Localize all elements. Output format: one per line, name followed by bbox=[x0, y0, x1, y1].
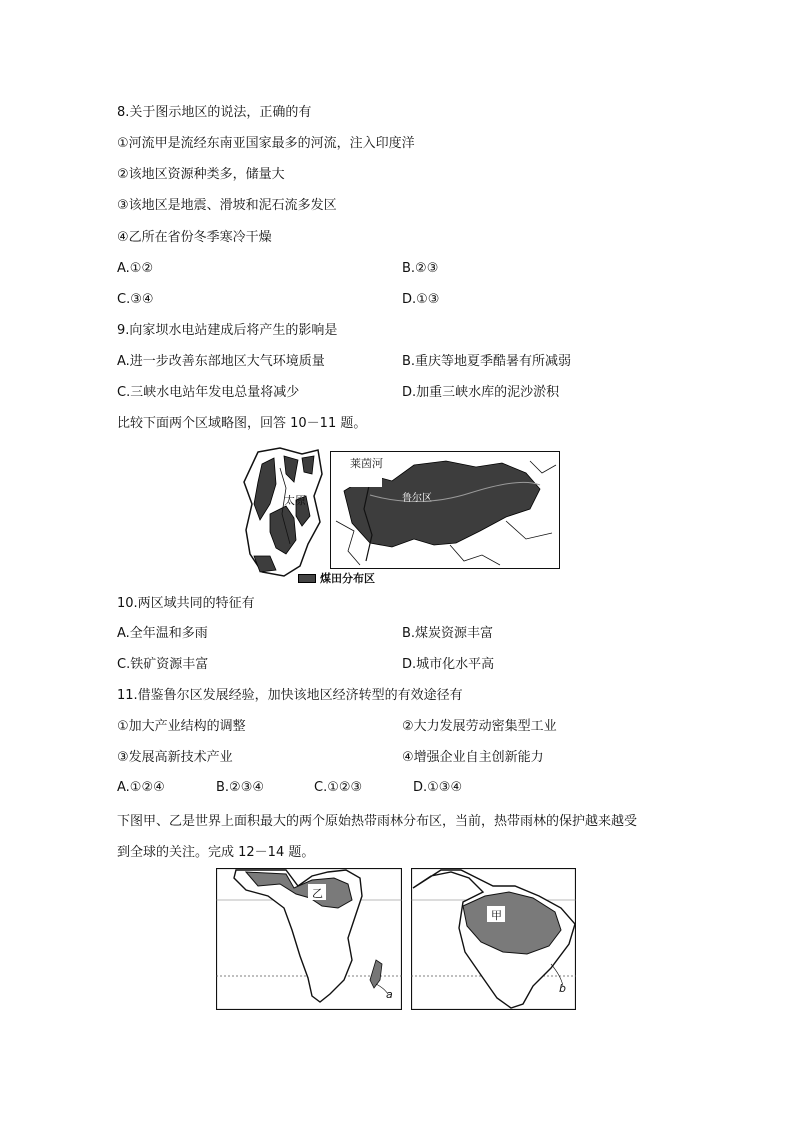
q8-option-b: B.②③ bbox=[402, 261, 439, 276]
q10-option-b: B.煤炭资源丰富 bbox=[402, 626, 494, 641]
q11-statement-1: ①加大产业结构的调整 bbox=[117, 719, 246, 734]
q9-option-b: B.重庆等地夏季酷暑有所减弱 bbox=[402, 354, 572, 369]
map-legend bbox=[298, 570, 375, 586]
q11-option-a: A.①②④ bbox=[117, 780, 165, 795]
q11-statement-3: ③发展高新技术产业 bbox=[117, 750, 233, 765]
sa-rainforest-label: 甲 bbox=[491, 909, 502, 922]
q8-statement-4: ④乙所在省份冬季寒冷干燥 bbox=[117, 230, 272, 245]
q11-stem: 11.借鉴鲁尔区发展经验，加快该地区经济转型的有效途径有 bbox=[117, 688, 463, 703]
q10-option-c: C.铁矿资源丰富 bbox=[117, 657, 209, 672]
rhine-label: 莱茵河 bbox=[350, 457, 383, 470]
intro-12-14-line1: 下图甲、乙是世界上面积最大的两个原始热带雨林分布区，当前，热带雨林的保护越来越受 bbox=[117, 814, 638, 829]
shanxi-label: 太原 bbox=[284, 494, 306, 507]
q9-option-a: A.进一步改善东部地区大气环境质量 bbox=[117, 354, 325, 369]
q10-stem: 10.两区域共同的特征有 bbox=[117, 596, 255, 611]
q8-option-c: C.③④ bbox=[117, 292, 154, 307]
q8-option-a: A.①② bbox=[117, 261, 154, 276]
sa-point-label: b bbox=[559, 982, 566, 995]
q11-option-b: B.②③④ bbox=[216, 780, 265, 795]
q9-stem: 9.向家坝水电站建成后将产生的影响是 bbox=[117, 323, 338, 338]
legend-text: 煤田分布区 bbox=[320, 572, 375, 585]
ruhr-label: 鲁尔区 bbox=[402, 493, 432, 504]
q8-statement-2: ②该地区资源种类多，储量大 bbox=[117, 167, 285, 182]
q8-statement-1: ①河流甲是流经东南亚国家最多的河流，注入印度洋 bbox=[117, 136, 415, 151]
q8-option-d: D.①③ bbox=[402, 292, 440, 307]
coal-region-map-shanxi bbox=[240, 444, 326, 580]
rainforest-map-south-america bbox=[411, 868, 576, 1010]
q11-statement-4: ④增强企业自主创新能力 bbox=[402, 750, 544, 765]
q9-option-c: C.三峡水电站年发电总量将减少 bbox=[117, 385, 300, 400]
q11-option-d: D.①③④ bbox=[413, 780, 463, 795]
q10-option-d: D.城市化水平高 bbox=[402, 657, 495, 672]
q9-option-d: D.加重三峡水库的泥沙淤积 bbox=[402, 385, 560, 400]
q10-option-a: A.全年温和多雨 bbox=[117, 626, 208, 641]
coal-region-map-ruhr bbox=[330, 451, 560, 569]
intro-10-11: 比较下面两个区域略图，回答 10－11 题。 bbox=[117, 416, 367, 431]
q11-option-c: C.①②③ bbox=[314, 780, 363, 795]
q11-statement-2: ②大力发展劳动密集型工业 bbox=[402, 719, 557, 734]
africa-point-label: a bbox=[386, 988, 393, 1001]
q8-stem: 8.关于图示地区的说法，正确的有 bbox=[117, 105, 312, 120]
rainforest-map-africa bbox=[216, 868, 402, 1010]
q8-statement-3: ③该地区是地震、滑坡和泥石流多发区 bbox=[117, 198, 337, 213]
coalfield-legend-swatch bbox=[298, 574, 316, 583]
africa-rainforest-label: 乙 bbox=[312, 887, 323, 900]
intro-12-14-line2: 到全球的关注。完成 12－14 题。 bbox=[117, 845, 315, 860]
